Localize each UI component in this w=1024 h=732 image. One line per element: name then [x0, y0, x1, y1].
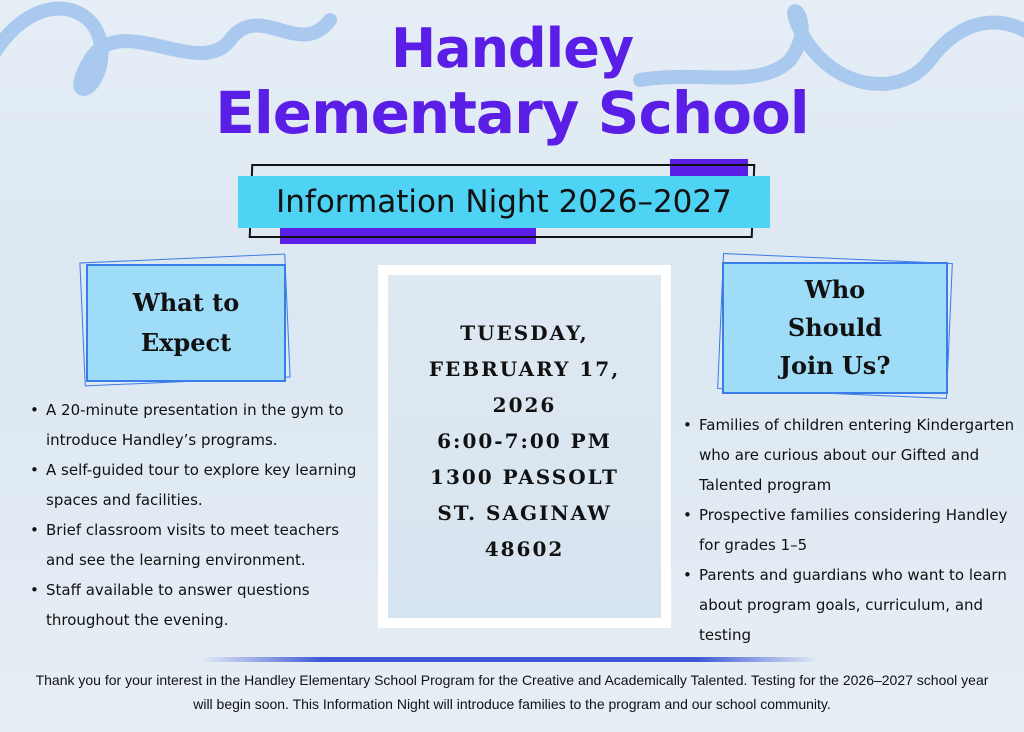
label-fill — [86, 264, 286, 382]
footer-text: Thank you for your interest in the Handley Elementary School Program for the Creative and Academically Talented. Testing for the 2026–2027 school year will begin soon. This Information Night will introduce families to the program and our school community. — [35, 672, 989, 712]
who-heading-line1: Who — [804, 275, 866, 304]
who-heading-line2: Should — [787, 313, 883, 342]
who-should-join-label — [722, 262, 948, 394]
event-details-text — [388, 315, 661, 567]
event-details-card — [378, 265, 671, 628]
event-address-line2: ST. SAGINAW — [437, 501, 612, 525]
event-time: 6:00-7:00 PM — [437, 429, 612, 453]
banner-title: Information Night 2026–2027 — [238, 176, 770, 228]
event-details-inner — [388, 275, 661, 618]
list-item: • Parents and guardians who want to learn about program goals, curriculum, and testing — [683, 560, 1019, 650]
footer-divider — [200, 657, 820, 662]
event-banner — [238, 160, 768, 246]
list-item: • Prospective families considering Handley for grades 1–5 — [683, 500, 1019, 560]
event-zip: 48602 — [484, 537, 565, 561]
school-name-line2: Elementary School — [215, 79, 809, 147]
who-should-join-list — [683, 410, 1019, 650]
list-item: • A 20-minute presentation in the gym to introduce Handley’s programs. — [30, 395, 360, 455]
event-day: TUESDAY, — [460, 321, 589, 345]
who-heading-line3: Join Us? — [779, 351, 891, 380]
what-to-expect-label — [86, 264, 286, 382]
what-to-expect-heading-line2: Expect — [140, 328, 232, 357]
list-item: • A self-guided tour to explore key learning spaces and facilities. — [30, 455, 360, 515]
label-fill — [722, 262, 948, 394]
list-item: • Families of children entering Kindergarten who are curious about our Gifted and Talented program — [683, 410, 1019, 500]
list-item: • Staff available to answer questions throughout the evening. — [30, 575, 360, 635]
list-item: • Brief classroom visits to meet teachers and see the learning environment. — [30, 515, 360, 575]
school-name-line1: Handley — [390, 17, 634, 80]
event-year: 2026 — [492, 393, 557, 417]
what-to-expect-heading-line1: What to — [132, 288, 240, 317]
what-to-expect-list — [30, 395, 360, 635]
event-date: FEBRUARY 17, — [428, 357, 621, 381]
event-address-line1: 1300 PASSOLT — [430, 465, 619, 489]
